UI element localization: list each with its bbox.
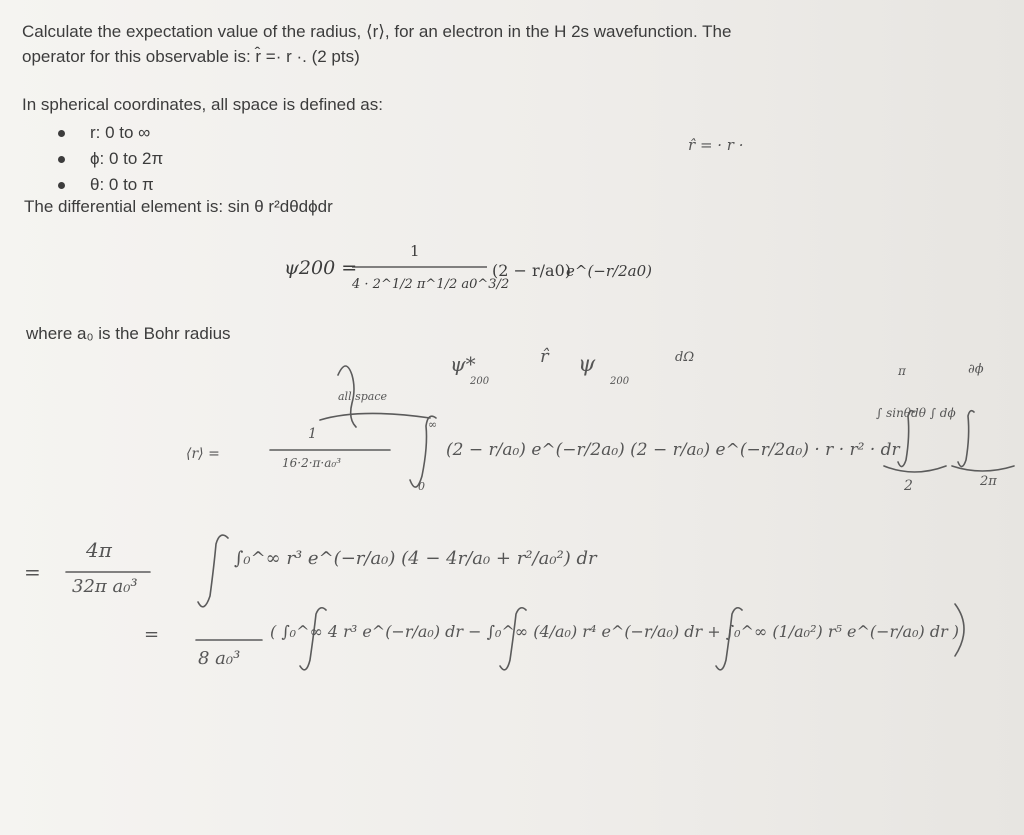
brace-stroke bbox=[320, 413, 430, 420]
range-theta: θ: 0 to π bbox=[90, 175, 154, 194]
numerator-one: 1 bbox=[308, 426, 317, 442]
wave-numerator: 1 bbox=[410, 242, 420, 260]
integrand-line-3: ( ∫₀^∞ 4 r³ e^(−r/a₀) dr − ∫₀^∞ (4/a₀) r⁴ e^(−r/a₀) dr + ∫₀^∞ (1/a₀²) r⁵ e^(−r/a₀) dr ) bbox=[270, 622, 960, 641]
coordinate-list bbox=[58, 120, 163, 198]
integrand-line-1: (2 − r/a₀) e^(−r/2a₀) (2 − r/a₀) e^(−r/2a₀) · r · r² · dr bbox=[446, 440, 900, 460]
bullet-icon bbox=[58, 182, 65, 189]
expectation-lhs: ⟨r⟩ = bbox=[186, 446, 220, 462]
bullet-icon bbox=[58, 130, 65, 137]
denominator-2: 32π a₀³ bbox=[72, 576, 138, 597]
range-phi: ϕ: 0 to 2π bbox=[90, 149, 164, 168]
spherical-heading: In spherical coordinates, all space is defined as: bbox=[22, 95, 383, 114]
bullet-icon bbox=[58, 156, 65, 163]
handwritten-work bbox=[0, 340, 1024, 835]
denominator-1: 16·2·π·a₀³ bbox=[282, 456, 342, 470]
wave-factor: (2 − r/a0) bbox=[492, 261, 571, 280]
psi-subscript: 200 bbox=[610, 376, 630, 387]
wave-denominator: 4 · 2^1/2 π^1/2 a0^3/2 bbox=[352, 277, 510, 292]
denominator-3: 8 a₀³ bbox=[198, 648, 241, 669]
angular-result-2pi: 2π bbox=[980, 474, 997, 489]
psi-star: ψ* bbox=[450, 352, 476, 376]
psi-star-subscript: 200 bbox=[470, 376, 490, 387]
wave-exponential: e^(−r/2a0) bbox=[566, 262, 652, 280]
equals-3: = bbox=[144, 624, 160, 645]
numerator-4pi: 4π bbox=[86, 538, 112, 562]
list-item bbox=[58, 146, 163, 172]
integral-sign bbox=[958, 411, 974, 467]
angular-integrals: ∫ sinθdθ ∫ dϕ bbox=[876, 406, 956, 420]
psi-lhs: ψ200 = bbox=[284, 257, 358, 279]
list-item bbox=[58, 120, 163, 146]
d-theta-phi-note: ∂ϕ bbox=[968, 362, 984, 377]
wavefunction-equation bbox=[282, 240, 652, 305]
upper-limit: ∞ bbox=[428, 418, 438, 431]
question-line-2: operator for this observable is: r̂ =· r ·. (2 pts) bbox=[22, 47, 360, 66]
bohr-radius-note: where a₀ is the Bohr radius bbox=[26, 324, 231, 343]
lower-limit: 0 bbox=[418, 480, 425, 493]
equals-2: = bbox=[24, 560, 41, 584]
all-space-note: all space bbox=[338, 390, 388, 403]
integrand-line-2: ∫₀^∞ r³ e^(−r/a₀) (4 − 4r/a₀ + r²/a₀²) dr bbox=[234, 548, 597, 569]
r-hat: r̂ bbox=[540, 346, 549, 367]
angular-result-2: 2 bbox=[904, 478, 913, 494]
operator-note: r̂ = · r · bbox=[688, 136, 744, 154]
psi: ψ bbox=[578, 352, 596, 377]
integral-sign bbox=[198, 535, 228, 607]
pi-limit: π bbox=[898, 364, 906, 378]
underbrace-2 bbox=[884, 466, 946, 472]
d-omega: dΩ bbox=[675, 350, 695, 365]
question-line-1: Calculate the expectation value of the radius, ⟨r⟩, for an electron in the H 2s wavefunction. The bbox=[22, 22, 732, 41]
differential-element: The differential element is: sin θ r²dθdϕdr bbox=[24, 197, 333, 216]
range-r: r: 0 to ∞ bbox=[90, 123, 151, 142]
